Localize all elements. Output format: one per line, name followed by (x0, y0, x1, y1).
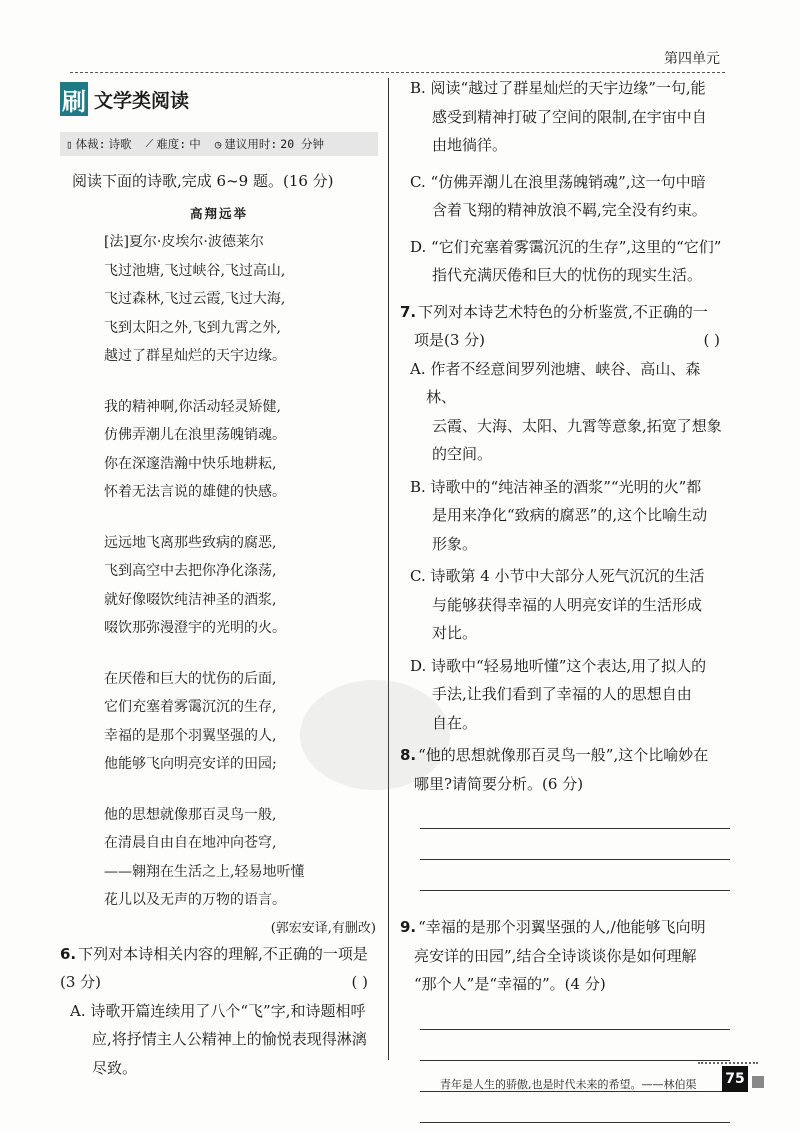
question-8 (400, 741, 730, 891)
poem-line: 花儿以及无声的万物的语言。 (104, 892, 286, 908)
q7-stem-2 (414, 326, 730, 355)
option-line: D. 诗歌中“轻易地听懂”这个表达,用了拟人的 (410, 656, 707, 675)
q8-stem-line: “他的思想就像那百灵鸟一般”,这个比喻妙在 (418, 746, 709, 764)
section-title: 文学类阅读 (94, 89, 190, 112)
option-line: C. “仿佛弄潮儿在浪里荡魄销魂”,这一句中暗 (410, 172, 706, 191)
option-line: 自在。 (432, 713, 478, 732)
page-number: 75 (722, 1066, 748, 1092)
poem-line: 就好像啜饮纯洁神圣的酒浆, (104, 591, 277, 608)
answer-line[interactable] (420, 1030, 730, 1061)
book-icon: ▯ (66, 137, 73, 151)
q6-option-c[interactable] (410, 168, 730, 225)
option-line: 的空间。 (432, 445, 493, 463)
q8-number: 8. (400, 746, 417, 764)
genre-value: 诗歌 (108, 137, 132, 151)
unit-label: 第四单元 (664, 51, 720, 67)
time-label: 建议用时: (224, 137, 278, 151)
poem-line: 飞到高空中去把你净化涤荡, (104, 563, 277, 579)
chart-icon: ⟋ (145, 137, 154, 150)
q9-stem (400, 913, 730, 942)
poem-line: 它们充塞着雾霭沉沉的生存, (104, 699, 277, 715)
poem-title: 高翔远举 (189, 206, 248, 221)
poem-line: 啜饮那弥漫澄宇的光明的火。 (104, 620, 286, 636)
poem-line: 在清晨自由自在地冲向苍穹, (104, 835, 277, 851)
answer-line[interactable] (420, 1092, 730, 1123)
left-column (60, 80, 378, 1082)
option-line: 形象。 (432, 534, 478, 553)
difficulty-label: 难度: (156, 137, 187, 151)
poem-line: 在厌倦和巨大的忧伤的后面, (104, 670, 277, 687)
poem-line: ——翱翔在生活之上,轻易地听懂 (104, 863, 305, 880)
right-column (400, 80, 730, 1123)
poem-stanza (104, 228, 378, 371)
poem-line: 飞过池塘,飞过峡谷,飞过高山, (104, 262, 286, 279)
question-6 (60, 940, 378, 1083)
option-line: 感受到精神打破了空间的限制,在宇宙中自 (432, 107, 707, 126)
q9-stem-line: “幸福的是那个羽翼坚强的人,/他能够飞向明 (418, 918, 706, 936)
poem-line: 我的精神啊,你活动轻灵矫健, (104, 398, 281, 415)
poem-line: 怀着无法言说的雄健的快感。 (104, 484, 286, 500)
brand-logo: 刷 (60, 82, 88, 116)
q6-number: 6. (60, 944, 77, 963)
option-line: D. “它们充塞着雾霭沉沉的生存”,这里的“它们” (410, 237, 722, 256)
poem-line: 幸福的是那个羽翼坚强的人, (104, 727, 277, 744)
q7-option-b[interactable] (410, 473, 730, 559)
option-line: C. 诗歌第 4 小节中大部分人死气沉沉的生活 (410, 567, 705, 585)
q7-answer-blank[interactable]: ( ) (703, 331, 720, 349)
answer-line[interactable] (420, 999, 730, 1030)
poem-line: 他能够飞向明亮安详的田园; (104, 756, 277, 772)
question-6-continued (400, 74, 730, 290)
section-header (60, 80, 378, 118)
option-line: 是用来净化“致病的腐恶”的,这个比喻生动 (432, 506, 708, 524)
q9-number: 9. (400, 918, 417, 936)
option-line: 与能够获得幸福的人明亮安详的生活形成 (432, 595, 703, 614)
meta-bar (60, 132, 378, 156)
poem-line: 他的思想就像那百灵鸟一般, (104, 806, 277, 823)
poem-line: 飞过森林,飞过云霞,飞过大海, (104, 291, 286, 307)
q6-stem (60, 940, 378, 969)
q7-stem-line: 下列对本诗艺术特色的分析鉴赏,不正确的一 (418, 302, 708, 321)
q7-option-c[interactable] (410, 562, 730, 648)
page-dots (698, 1062, 758, 1064)
option-line: 含着飞翔的精神放浪不羁,完全没有约束。 (432, 201, 707, 219)
option-line: 手法,让我们看到了幸福的人的思想自由 (432, 685, 692, 703)
q6-stem-2 (60, 968, 378, 997)
q7-score: 项是(3 分) (414, 331, 486, 349)
q6-option-a[interactable] (70, 997, 378, 1083)
q6-option-d[interactable] (410, 233, 730, 290)
q7-option-d[interactable] (410, 652, 730, 738)
intro-text: 阅读下面的诗歌,完成 6~9 题。(16 分) (72, 172, 334, 190)
column-divider (388, 78, 389, 1060)
option-line: 云霞、大海、太阳、九霄等意象,拓宽了想象 (432, 416, 722, 435)
poem-line: 飞到太阳之外,飞到九霄之外, (104, 319, 281, 336)
poem-stanza (104, 529, 378, 643)
q7-option-a[interactable] (410, 355, 730, 469)
option-line: 对比。 (432, 624, 478, 642)
page-corner-square (752, 1076, 764, 1088)
meta-time (215, 136, 324, 152)
q9-stem-line: “那个人”是“幸福的”。(4 分) (414, 975, 606, 993)
answer-line[interactable] (420, 798, 730, 829)
q6-score: (3 分) (60, 973, 102, 991)
difficulty-value: 中 (189, 137, 201, 151)
option-line: B. 诗歌中的“纯洁神圣的酒浆”“光明的火”都 (410, 477, 702, 496)
meta-difficulty (146, 136, 201, 152)
answer-line[interactable] (420, 860, 730, 891)
option-line: 应,将抒情主人公精神上的愉悦表现得淋漓 (92, 1030, 367, 1048)
q7-stem (400, 298, 730, 327)
option-line: A. 作者不经意间罗列池塘、峡谷、高山、森林、 (410, 359, 701, 406)
option-line: B. 阅读“越过了群星灿烂的天宇边缘”一句,能 (410, 79, 706, 97)
answer-line[interactable] (420, 829, 730, 860)
option-line: 指代充满厌倦和巨大的忧伤的现实生活。 (432, 266, 703, 284)
footer-quote: 青年是人生的骄傲,也是时代未来的希望。——林伯渠 (440, 1078, 697, 1091)
poem-line: 越过了群星灿烂的天宇边缘。 (104, 348, 286, 364)
q9-stem-line: 亮安详的田园”,结合全诗谈谈你是如何理解 (414, 946, 697, 965)
option-line: 尽致。 (92, 1058, 138, 1077)
poem-line: 你在深邃浩瀚中快乐地耕耘, (104, 455, 277, 472)
time-value: 20 分钟 (280, 137, 325, 151)
q8-stem-line: 哪里?请简要分析。(6 分) (414, 774, 584, 793)
q6-answer-blank[interactable]: ( ) (351, 973, 368, 991)
option-line: 由地徜徉。 (432, 136, 508, 154)
q6-option-b[interactable] (410, 74, 730, 160)
q7-number: 7. (400, 302, 417, 321)
genre-label: 体裁: (75, 137, 106, 151)
q6-stem-line: 下列对本诗相关内容的理解,不正确的一项是 (78, 944, 368, 963)
translator-note: (郭宏安译,有删改) (270, 920, 376, 936)
poem-stanza (104, 665, 378, 779)
clock-icon: ◷ (214, 137, 222, 151)
option-line: A. 诗歌开篇连续用了八个“飞”字,和诗题相呼 (70, 1001, 366, 1020)
poem-line: 远远地飞离那些致病的腐恶, (104, 534, 277, 551)
question-7 (400, 298, 730, 738)
q8-stem (400, 741, 730, 770)
poem-line: [法]夏尔·皮埃尔·波德莱尔 (104, 234, 264, 250)
poem-stanza (104, 393, 378, 507)
meta-genre (66, 136, 132, 152)
poem-body (104, 228, 378, 915)
header-rule (70, 72, 725, 73)
poem-stanza (104, 801, 378, 915)
poem-line: 仿佛弄潮儿在浪里荡魄销魂。 (104, 427, 286, 443)
